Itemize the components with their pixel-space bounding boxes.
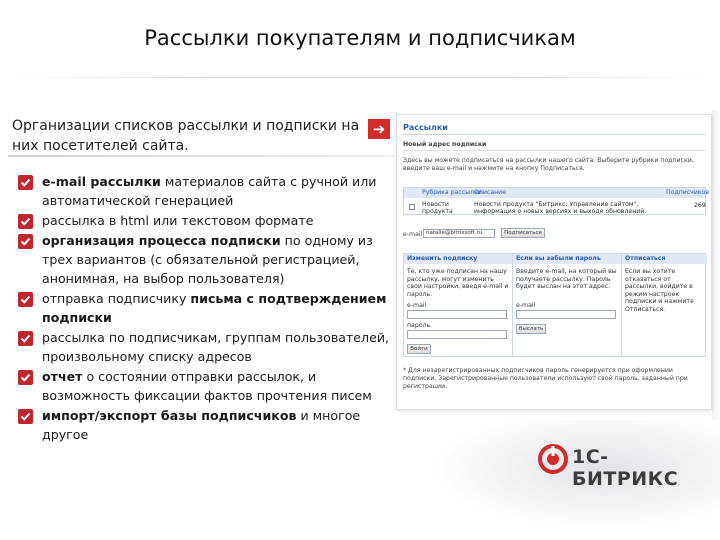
section-divider [403, 150, 706, 151]
panel-forgot-email-label: e-mail [516, 302, 536, 309]
feature-list [18, 172, 390, 445]
feature-item: рассылка по подписчикам, группам пользователей, произвольному списку адресов [18, 328, 390, 366]
checkmark-icon [18, 175, 33, 190]
heading-divider [403, 134, 706, 135]
checkmark-icon [18, 234, 33, 249]
arrow-right-icon: ➜ [368, 119, 390, 139]
feature-item: отчет о состоянии отправки рассылок, и возможность фиксации фактов прочтения писем [18, 367, 390, 405]
rubric-table [403, 187, 710, 215]
panel-change-email-input[interactable] [407, 310, 507, 319]
title-divider [0, 77, 720, 78]
form-heading: Рассылки [403, 123, 448, 132]
email-input[interactable]: natalie@bitrixsoft.ru [423, 229, 495, 238]
panel-forgot-text: Введите e-mail, на который вы получаете рассылку. Пароль будет выслан на этот адрес. [516, 268, 617, 290]
rubric-checkbox[interactable] [409, 204, 415, 210]
panel-change-password-label: пароль [407, 322, 431, 329]
panel-forgot-title: Если вы забыли пароль [513, 254, 621, 264]
subscribe-button[interactable]: Подписаться [501, 228, 545, 238]
panel-forgot-email-input[interactable] [516, 310, 616, 319]
feature-item: рассылка в html или текстовом формате [18, 211, 390, 230]
slide-title: Рассылки покупателям и подписчикам [144, 26, 576, 50]
panel-unsubscribe-text: Если вы хотите отказаться от рассылки, войдите в режим настроек подписки и нажмите Отписаться. [625, 268, 694, 313]
bitrix-logo [538, 440, 688, 490]
feature-item: e-mail рассылки материалов сайта с ручной или автоматической генерацией [18, 172, 390, 210]
panel-change-email-label: e-mail [407, 302, 427, 309]
feature-item: организация процесса подписки по одному из трех вариантов (с обязательной регистрацией, анонимная, на выбор пользователя) [18, 231, 390, 288]
column-subscribers: Подписчиков [666, 189, 710, 196]
checkmark-icon [18, 292, 33, 307]
send-password-button[interactable]: Выслать [516, 324, 546, 334]
rubric-name: Новости продукта [422, 201, 453, 215]
subscription-panels [403, 253, 706, 357]
checkmark-icon [18, 409, 33, 424]
login-button[interactable]: Войти [407, 344, 431, 354]
intro-divider [8, 155, 394, 157]
column-description: Описание [474, 189, 507, 196]
section-title: Новый адрес подписки [403, 141, 487, 148]
column-rubric: Рубрика рассылки [422, 189, 482, 196]
panel-change-title: Изменить подписку [404, 254, 512, 264]
panel-divider [512, 254, 513, 356]
checkmark-icon [18, 370, 33, 385]
logo-text: 1С-БИТРИКС [572, 446, 679, 490]
subscriber-count: 269 [694, 202, 706, 209]
checkmark-icon [18, 331, 33, 346]
checkmark-icon [18, 214, 33, 229]
intro-text: Организации списков рассылки и подписки на них посетителей сайта. [12, 118, 360, 154]
subscription-form-screenshot [396, 114, 712, 410]
rubric-description: Новости продукта "Битрикс: Управление сайтом", информация о новых версиях и выходе обновлений. [474, 201, 647, 215]
feature-item: отправка подписчику письма с подтверждением подписки [18, 289, 390, 327]
bitrix-logo-icon [538, 444, 568, 474]
feature-item: импорт/экспорт базы подписчиков и многое другое [18, 406, 390, 444]
panel-change-text: Те, кто уже подписан на нашу рассылку, могут изменить свои настройки, введя e-mail и пароль. [407, 268, 509, 298]
form-description: Здесь вы можете подписаться на рассылки нашего сайта. Выберите рубрики подписки, введите ваш e-mail и нажмите на кнопку Подписаться. [403, 157, 694, 172]
email-label: e-mail [403, 231, 423, 238]
panel-divider [621, 254, 622, 356]
panel-unsubscribe-title: Отписаться [622, 254, 707, 264]
panel-change-password-input[interactable] [407, 330, 507, 339]
registration-note: * Для незарегистрированных подписчиков пароль генерируется при оформлении подписки. Зарегистрированные пользователи используют свой пароль, заданный при регистрации. [403, 367, 688, 390]
